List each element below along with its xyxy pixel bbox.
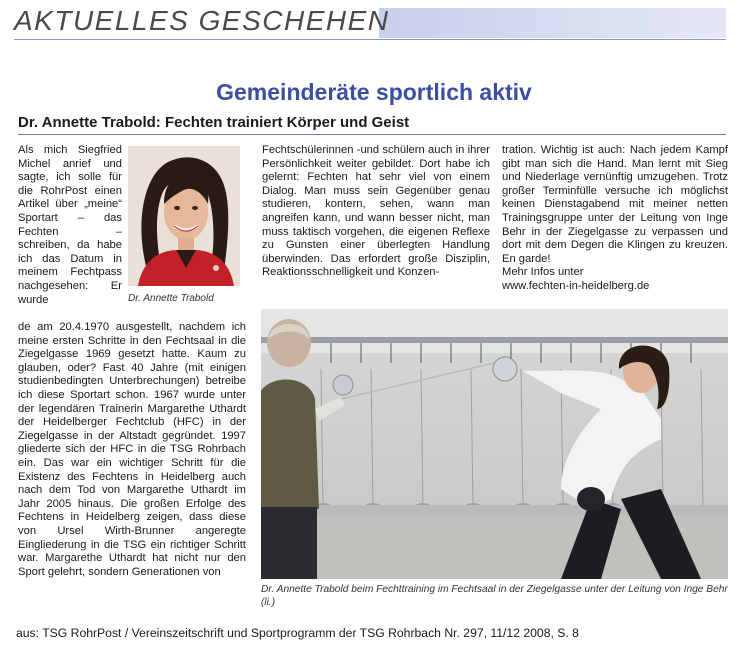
portrait-caption: Dr. Annette Trabold <box>128 293 214 304</box>
subhead-rule <box>18 134 726 135</box>
column-2 <box>262 144 490 280</box>
column-2-text: Fechtschülerinnen -und schülern auch in ihrer Persönlichkeit weiter gebildet. Dort habe ich gelernt: Fechten hat sehr viel von einem Dialog. Man muss sein Gegenüber genau studieren, kontern, sehen, wann man angreifen kann, und wann besser nicht, man muss taktisch vorgehen, die eigenen Reflexe zu Gunsten einer überlegten Handlung überwinden. Das erfordert große Disziplin, Reaktionsschnelligkeit und Konzen- <box>262 144 490 279</box>
more-info-url[interactable]: www.fechten-in-heidelberg.de <box>502 279 650 292</box>
photo-caption: Dr. Annette Trabold beim Fechttraining im Fechtsaal in der Ziegelgasse unter der Leitung von Inge Behr (li.) <box>261 584 728 608</box>
portrait-photo <box>128 146 240 286</box>
fencing-photo <box>261 309 728 579</box>
article-headline: Gemeinderäte sportlich aktiv <box>216 79 532 105</box>
column-3-text: tration. Wichtig ist auch: Nach jedem Kampf gibt man sich die Hand. Man lernt mit Sieg und Niederlage vernünftig umzugehen. Trotz großer Terminfülle versuche ich möglichst keinen Dienstagabend mit meiner netten Trainingsgruppe unter der Leitung von Inge Behr in der Ziegelgasse zu verpassen und dort mit dem Degen die Klingen zu kreuzen. En garde! <box>502 144 728 265</box>
section-label: AKTUELLES GESCHEHEN <box>14 5 390 36</box>
header-rule <box>14 39 726 40</box>
source-credit: aus: TSG RohrPost / Vereinszeitschrift und Sportprogramm der TSG Rohrbach Nr. 297, 11/12 2008, S. 8 <box>16 626 579 640</box>
section-header <box>14 4 726 42</box>
column-3 <box>502 144 728 294</box>
more-info-label: Mehr Infos unter <box>502 266 584 279</box>
fencing-illustration <box>261 309 728 579</box>
column-1-top-text: Als mich Siegfried Michel anrief und sagte, ich solle für die RohrPost einen Artikel über „meine“ Sportart – das Fechten – schreiben, da habe ich das Datum in meinem Fechtpass nachgesehen: Er wurde <box>18 144 122 306</box>
article-subhead: Dr. Annette Trabold: Fechten trainiert Körper und Geist <box>18 114 410 131</box>
portrait-illustration <box>128 146 240 286</box>
header-bar <box>379 8 726 38</box>
column-1-bottom-text: de am 20.4.1970 ausgestellt, nachdem ich meine ersten Schritte in den Fechtsaal in die Ziegelgasse 1969 gesetzt hatte. Kaum zu glauben, oder? Fast 40 Jahre (mit einigen studienbedingten Unterbrechungen) betreibe ich diese Sportart schon. 1967 wurde unter der legendären Trainerin Margarethe Uthardt der Heidelberger Fechtclub (HFC) in der Ziegelgasse in der Altstadt gegründet. 1997 gliederte sich der HFC in die TSG Rohrbach ein. Das war ein wichtiger Schritt für die Existenz des Fechtens in Heidelberg auch nach dem Tod von Margarethe Uthardt im Jahr 2005 hinaus. Die großen Erfolge des Fechtens in Heidelberg zeigen, dass diese von Ursel Wirth-Brunner angeregte Eingliederung in die TSG ein richtiger Schritt war. Margarethe Uthardt hat nicht nur den Sport gelehrt, sondern Generationen von <box>18 321 246 578</box>
column-1-top <box>18 144 122 307</box>
column-1-bottom <box>18 321 246 579</box>
